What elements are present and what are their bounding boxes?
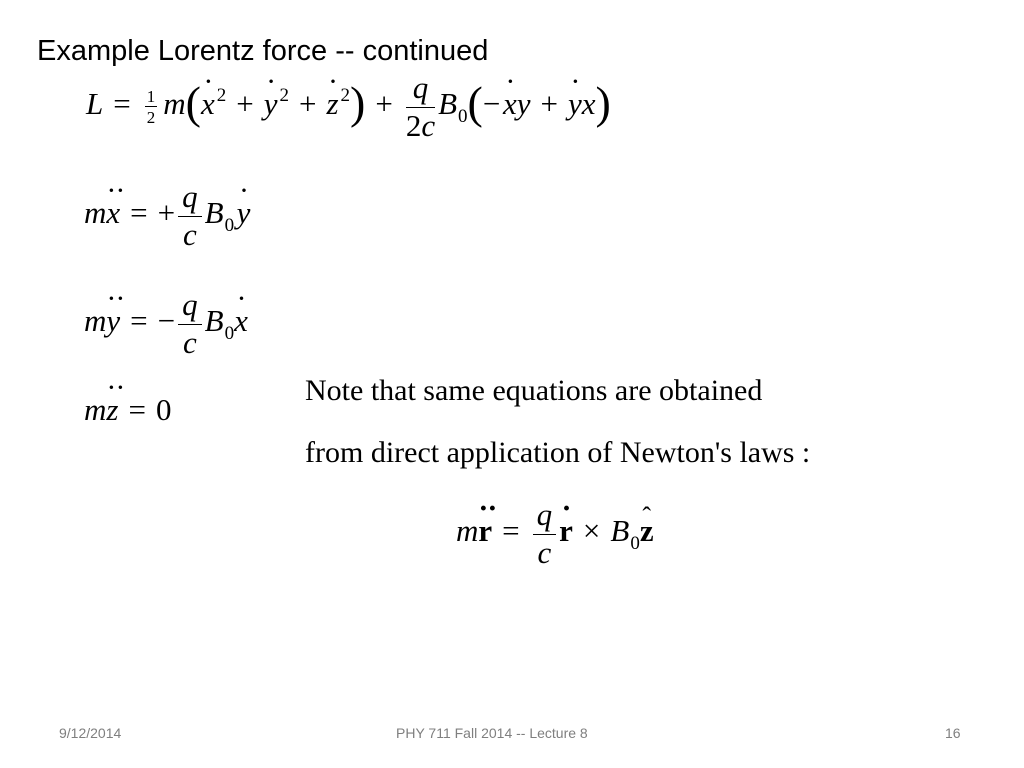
equation-x-motion: m·· x = + $\frac{q}{c}$ $B_0$ · y: [84, 181, 250, 251]
equation-y-motion: m·· y = − $\frac{q}{c}$ $B_0\cdot x$: [84, 289, 248, 359]
equation-z-motion: m·· z = 0: [84, 392, 171, 428]
slide-title: Example Lorentz force -- continued: [37, 35, 489, 67]
footer-date: 9/12/2014: [59, 725, 122, 741]
note-line-2: from direct application of Newton's laws :: [305, 436, 811, 469]
equation-lagrangian: L = $\frac{1}{2}$ m(· x $^2$ +· y $^2$ +· z $^2$) + $\frac{q}{2c}$ $B_0(-$ · xy +· yx): [86, 72, 611, 142]
equation-newton: m·· r = $\frac{q}{c}$ · $r \times B_0ˆ$ z: [456, 499, 654, 569]
footer-page-number: 16: [945, 725, 961, 741]
footer-course: PHY 711 Fall 2014 -- Lecture 8: [396, 725, 588, 741]
note-line-1: Note that same equations are obtained: [305, 374, 763, 407]
